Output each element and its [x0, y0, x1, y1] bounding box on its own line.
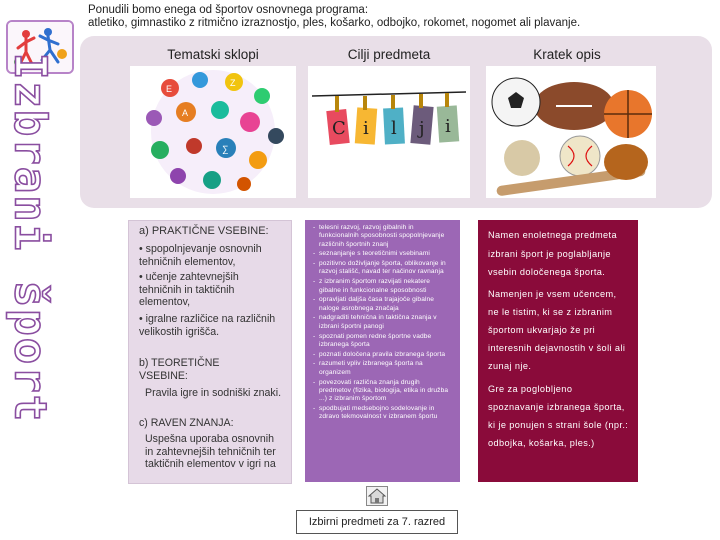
intro-line-1: Ponudili bomo enega od športov osnovnega programa:: [88, 4, 369, 16]
column-header-opis: Kratek opis: [533, 47, 601, 62]
goal-item: - spoznati pomen redne športne vadbe izbranega športa: [319, 333, 452, 350]
goals-list: [305, 220, 460, 422]
goal-item: - opravljati daljša časa trajajoče gibalne naloge asrobnega značaja: [319, 296, 452, 313]
practical-heading: a) PRAKTIČNE VSEBINE:: [139, 225, 269, 237]
vertical-title: Izbrani šport: [4, 52, 56, 424]
cilji-letters-image: [308, 66, 470, 198]
practical-item-3: • igralne različice na različnih velikostih igrišča.: [139, 313, 276, 338]
kratek-opis-box: [478, 220, 638, 482]
column-header-tematski: Tematski sklopi: [167, 47, 259, 62]
footer-label: Izbirni predmeti za 7. razred: [296, 510, 458, 534]
practical-item-2: • učenje zahtevnejših tehničnih in taktičnih elementov,: [139, 271, 239, 308]
sports-balls-image: [486, 66, 656, 198]
cilji-letter-4: j: [419, 118, 425, 139]
goal-item: - razumeti vpliv izbranega športa na organizem: [319, 360, 452, 377]
svg-text:Z: Z: [230, 78, 236, 88]
home-icon: [367, 487, 387, 505]
vertical-title-wrapper: [0, 0, 56, 424]
theory-text: Pravila igre in sodniški znaki.: [145, 387, 282, 399]
theory-heading: b) TEORETIČNE VSEBINE:: [139, 357, 220, 382]
goal-item: - pozitivno doživljanje športa, oblikovanje in razvoj stališč, navad ter načinov ravnanja: [319, 260, 452, 277]
knowledge-heading: c) RAVEN ZNANJA:: [139, 417, 234, 429]
svg-text:A: A: [182, 108, 189, 118]
goal-item: - povezovati različna znanja drugih predmetov (fizika, biologija, etika in družba ...) z izbranim športom: [319, 379, 452, 404]
description-line: Namen enoletnega predmeta: [488, 230, 618, 240]
cilji-letter-3: l: [391, 118, 397, 139]
description-line: Namenjen je vsem učencem,: [488, 289, 617, 299]
goal-item: - nadgraditi tehnična in taktična znanja v izbrani športni panogi: [319, 314, 452, 331]
practical-item-1: • spopolnjevanje osnovnih tehničnih elementov,: [139, 243, 262, 268]
description-line: izbrani šport je poglabljanje: [488, 249, 611, 259]
description-line: ne le tistim, ki se z izbranim: [488, 307, 613, 317]
description-line: zunaj nje.: [488, 361, 532, 371]
description-line: interesnih dejavnostih v šoli ali: [488, 343, 626, 353]
svg-text:E: E: [166, 84, 173, 94]
cilji-letter-5: i: [445, 116, 451, 137]
column-header-cilji: Cilji predmeta: [347, 47, 431, 62]
goal-item: - z izbranim športom razvijati nekatere gibalne in funkcionalne sposobnosti: [319, 278, 452, 295]
description-line: odbojka, košarka, ples.): [488, 438, 595, 448]
description-line: Gre za poglobljeno: [488, 384, 573, 394]
intro-line-2: atletiko, gimnastiko z ritmično izraznostjo, ples, košarko, odbojko, rokomet, nogomet ali plavanje.: [88, 17, 581, 29]
goal-item: - poznati določena pravila izbranega športa: [319, 351, 452, 359]
goal-item: - spodbujati medsebojno sodelovanje in zdravo tekmovalnost v izbranem športu: [319, 405, 452, 422]
description-line: vsebin določenega športa.: [488, 267, 606, 277]
knowledge-text: Uspešna uporaba osnovnih in zahtevnejših tehničnih ter taktičnih elementov v igri na: [145, 433, 276, 470]
cilji-predmeta-box: [305, 220, 460, 482]
cilji-letter-1: C: [332, 118, 346, 139]
description-line: športom ukvarjajo že pri: [488, 325, 596, 335]
intro-text: [88, 4, 713, 30]
goal-item: - telesni razvoj, razvoj gibalnih in funkcionalnih sposobnosti spopolnjevanje različnih športnih znanj: [319, 224, 452, 249]
icons-collage-image: [130, 66, 296, 198]
cilji-letter-2: i: [363, 118, 369, 139]
description-line: spoznavanje izbranega športa,: [488, 402, 625, 412]
tematski-sklopi-box: [128, 220, 292, 484]
description-line: ki je ponujen s strani šole (npr.:: [488, 420, 629, 430]
goal-item: - seznanjanje s teoretičnimi vsebinami: [319, 250, 452, 258]
home-button[interactable]: [366, 486, 388, 506]
svg-text:∑: ∑: [222, 144, 229, 154]
